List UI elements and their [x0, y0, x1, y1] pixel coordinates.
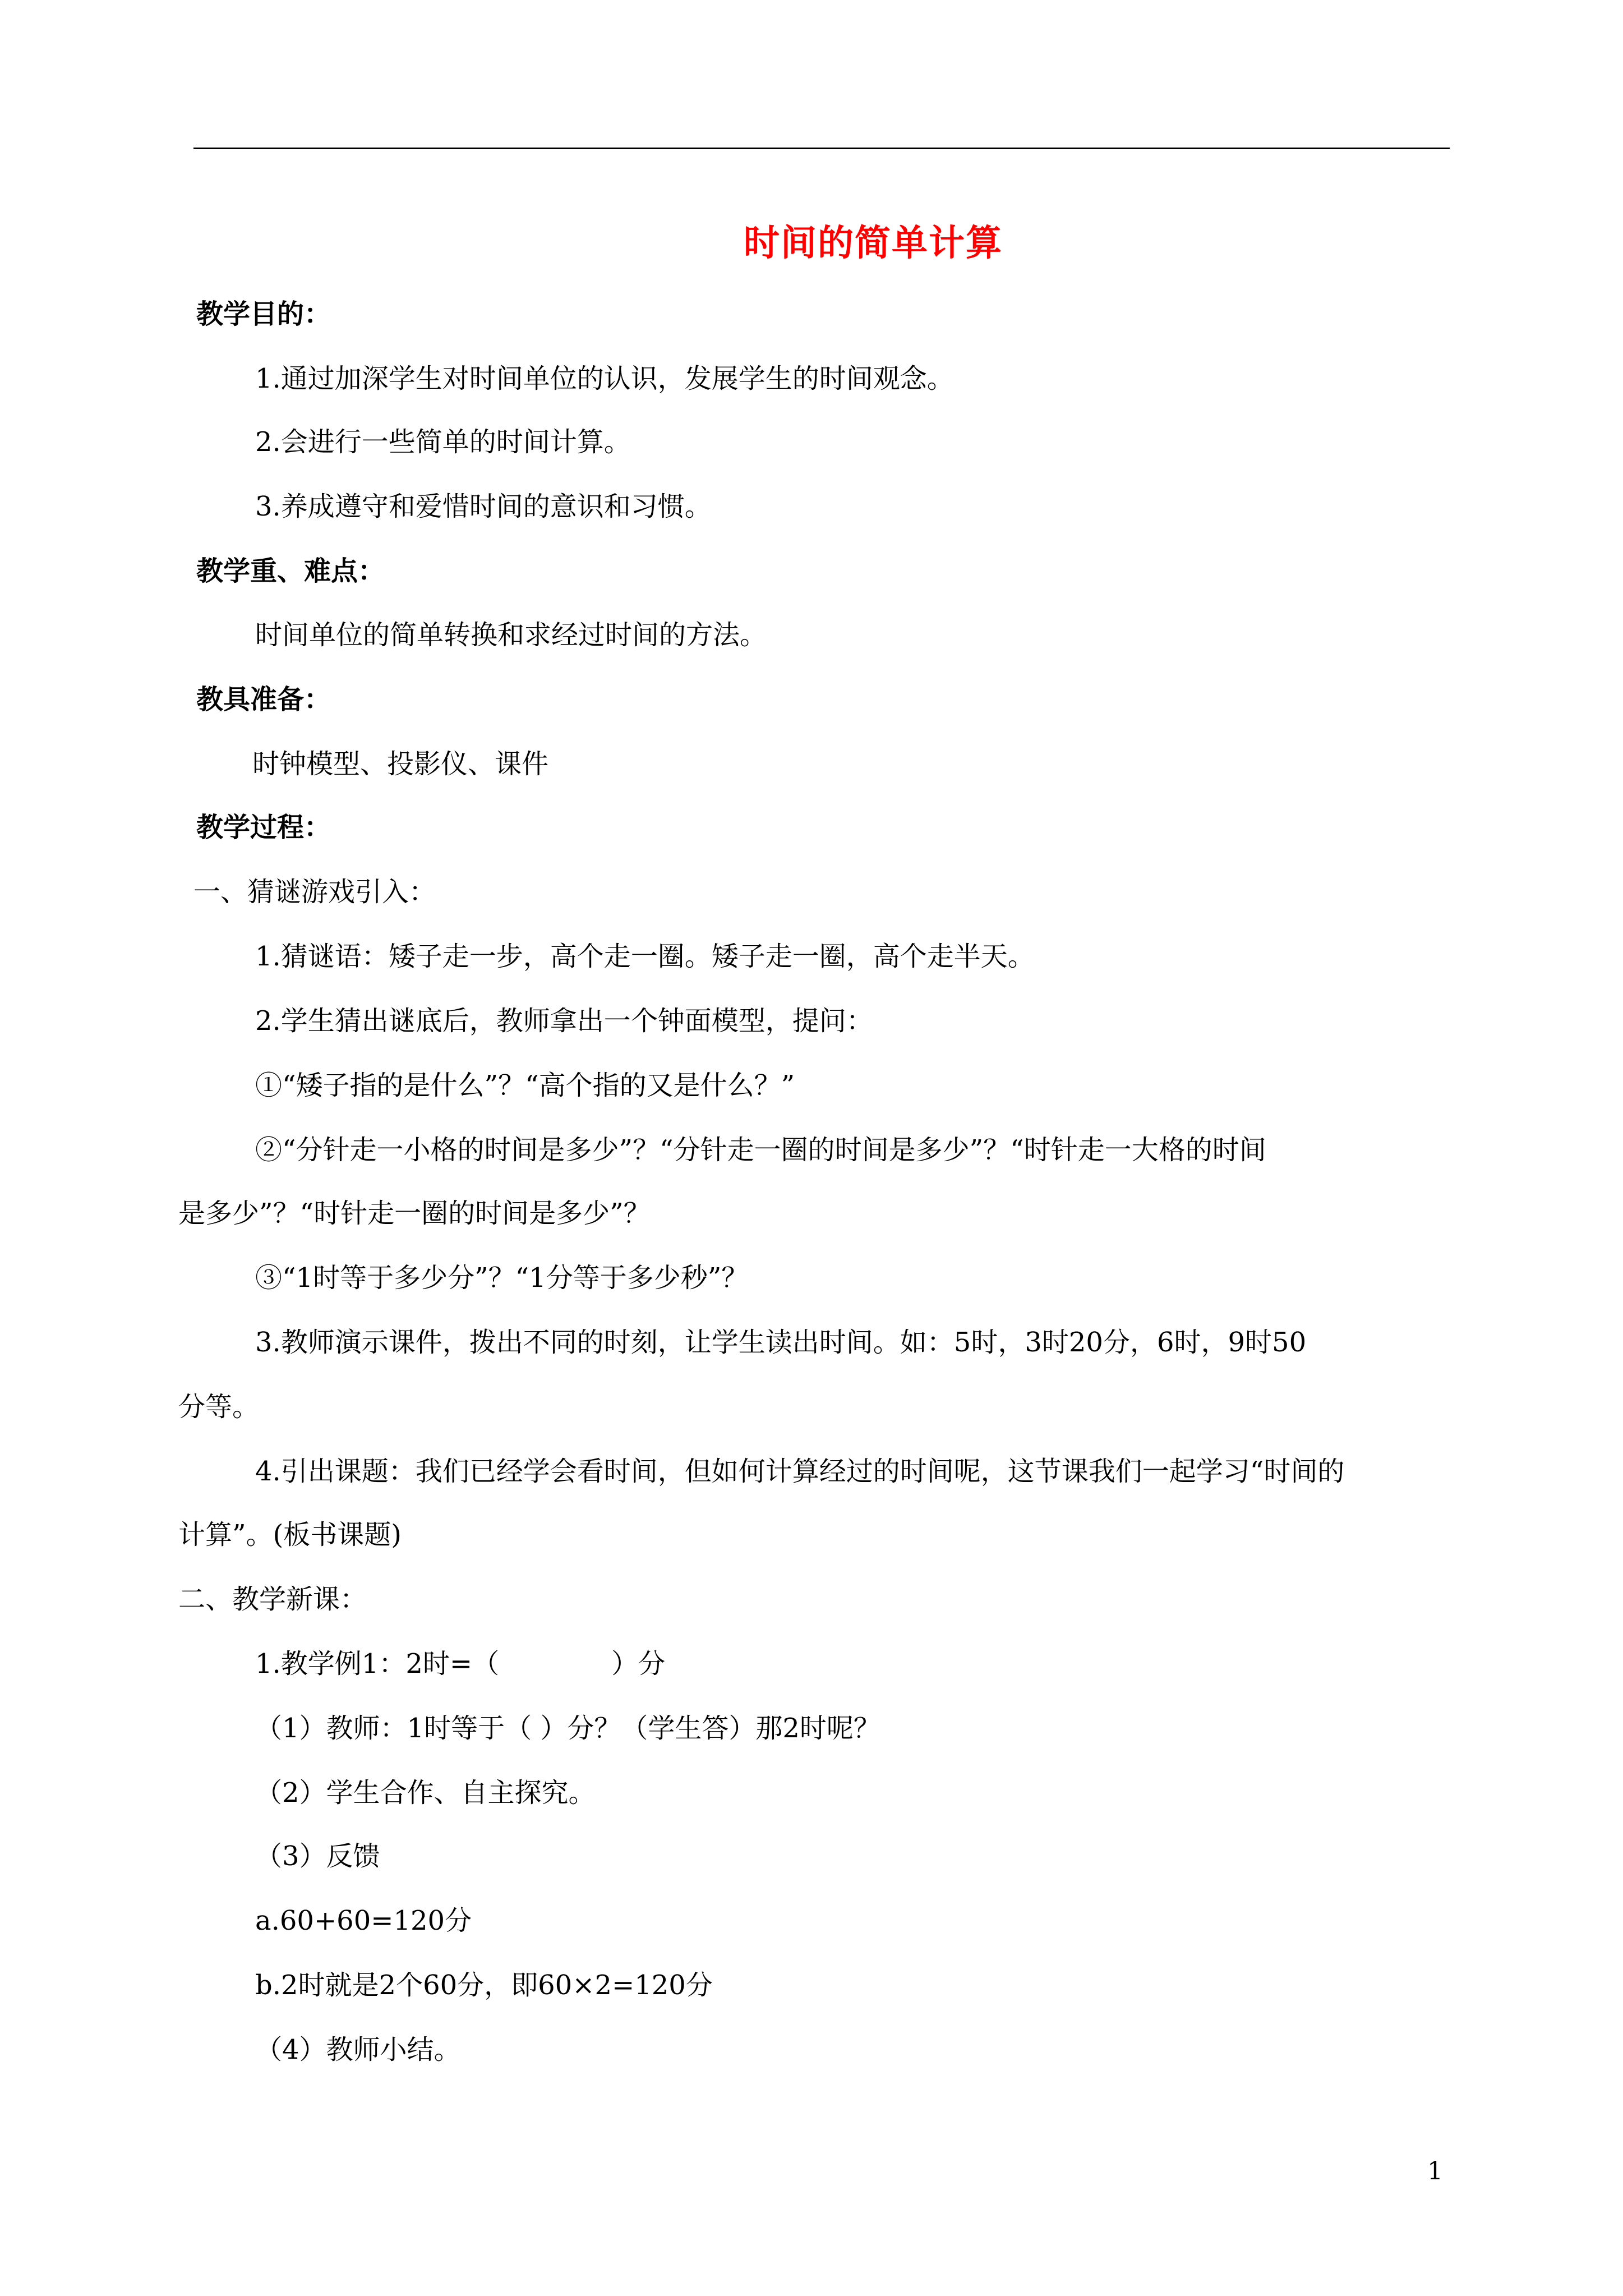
objectives-heading: 教学目的： — [196, 298, 331, 330]
step-4: （4）教师小结。 — [255, 2034, 461, 2065]
intro-topic-line-2: 计算”。(板书课题) — [178, 1519, 402, 1550]
demo-line-1: 3.教师演示课件，拨出不同的时刻，让学生读出时间。如：5时，3时20分，6时，9时50 — [255, 1327, 1307, 1358]
section1-title: 一、猜谜游戏引入： — [193, 876, 436, 908]
example-1-prefix: 1.教学例1：2时=（ — [255, 1648, 500, 1680]
section2-title: 二、教学新课： — [178, 1584, 367, 1615]
question-3: ③“1时等于多少分”？“1分等于多少秒”？ — [255, 1262, 749, 1294]
page-number: 1 — [1427, 2157, 1443, 2185]
step-3: （3）反馈 — [255, 1841, 380, 1872]
key-points-text: 时间单位的简单转换和求经过时间的方法。 — [255, 619, 767, 651]
materials-heading: 教具准备： — [196, 684, 331, 715]
page-title: 时间的简单计算 — [744, 222, 1003, 264]
demo-line-2: 分等。 — [178, 1391, 260, 1423]
example-1-suffix: ）分 — [611, 1648, 666, 1680]
header-rule — [193, 148, 1450, 149]
process-heading: 教学过程： — [196, 812, 331, 843]
objective-item-2: 2.会进行一些简单的时间计算。 — [255, 426, 631, 458]
question-2-line-1: ②“分针走一小格的时间是多少”？“分针走一圈的时间是多少”？“时针走一大格的时间 — [255, 1134, 1266, 1166]
question-2-line-2: 是多少”？“时针走一圈的时间是多少”？ — [178, 1198, 651, 1229]
intro-topic-line-1: 4.引出课题：我们已经学会看时间，但如何计算经过的时间呢，这节课我们一起学习“时间的 — [255, 1456, 1345, 1487]
step-1: （1）教师：1时等于（ ）分？（学生答）那2时呢？ — [255, 1713, 880, 1744]
question-1: ①“矮子指的是什么”？“高个指的又是什么？” — [255, 1070, 795, 1101]
objective-item-3: 3.养成遵守和爱惜时间的意识和习惯。 — [255, 491, 712, 522]
riddle-line: 1.猜谜语：矮子走一步，高个走一圈。矮子走一圈，高个走半天。 — [255, 941, 1035, 972]
key-points-heading: 教学重、难点： — [196, 555, 385, 587]
step-2: （2）学生合作、自主探究。 — [255, 1777, 596, 1809]
model-question-line: 2.学生猜出谜底后，教师拿出一个钟面模型，提问： — [255, 1005, 873, 1037]
example-1-line — [255, 1647, 665, 1681]
materials-text: 时钟模型、投影仪、课件 — [252, 748, 549, 780]
method-a: a.60+60=120分 — [255, 1905, 472, 1936]
method-b: b.2时就是2个60分，即60×2=120分 — [255, 1970, 713, 2001]
objective-item-1: 1.通过加深学生对时间单位的认识，发展学生的时间观念。 — [255, 363, 954, 394]
